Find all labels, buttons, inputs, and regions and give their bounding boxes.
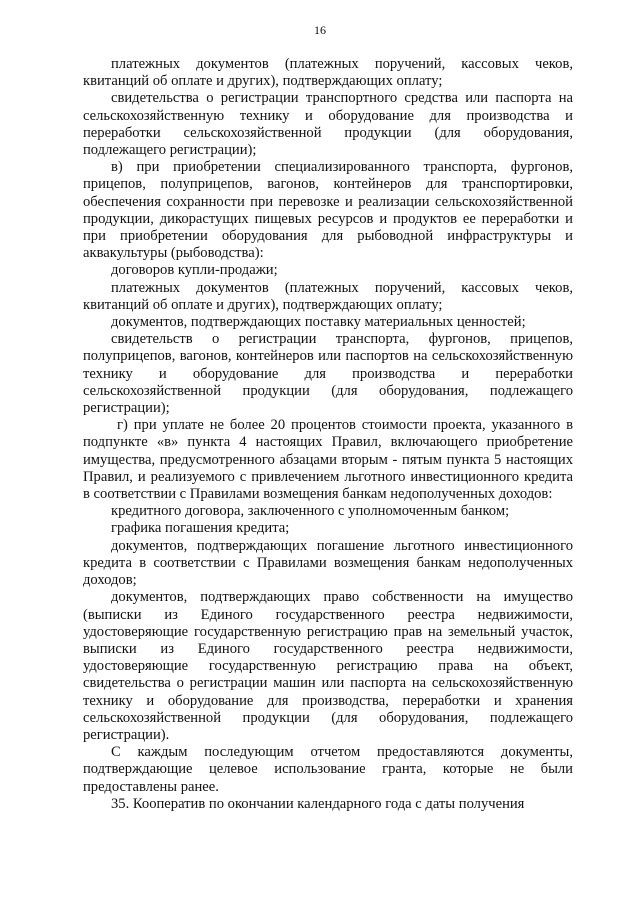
paragraph-transport-certificates: свидетельств о регистрации транспорта, фургонов, прицепов, полуприцепов, вагонов, контейнеров или паспортов на сельскохозяйственную технику и оборудование для производства и переработки сельскохозяйственной продукции (для оборудования, подлежащего регистрации); bbox=[83, 331, 573, 417]
paragraph-repayment-schedule: графика погашения кредита; bbox=[111, 520, 290, 537]
paragraph-credit-repayment-documents: документов, подтверждающих погашение льготного инвестиционного кредита в соответствии с Правилами возмещения банкам недополученных доходов; bbox=[83, 537, 573, 589]
paragraph-ownership-documents: документов, подтверждающих право собственности на имущество (выписки из Единого государственного реестра недвижимости, удостоверяющие государственную регистрацию прав на земельный участок, выписки из Единого государственного реестра недвижимости, удостоверяющие государственную регистрацию права на объект, свидетельства о регистрации машин или паспорта на сельскохозяйственную технику и оборудование для производства, переработки и хранения сельскохозяйственной продукции (для оборудования, подлежащего регистрации). bbox=[83, 589, 573, 743]
paragraph-sale-contracts: договоров купли-продажи; bbox=[111, 262, 278, 279]
page-number: 16 bbox=[314, 23, 326, 37]
paragraph-item-g: г) при уплате не более 20 процентов стоимости проекта, указанного в подпункте «в» пункта 4 настоящих Правил, включающего приобретение имущества, предусмотренного абзацами вторым - пятым пункта 5 настоящих Правил, и реализуемого с привлечением льготного инвестиционного кредита в соответствии с Правилами возмещения банкам недополученных доходов: bbox=[83, 417, 573, 503]
paragraph-item-35: 35. Кооператив по окончании календарного года с даты получения bbox=[111, 795, 525, 812]
paragraph-subsequent-reports: С каждым последующим отчетом предоставляются документы, подтверждающие целевое использование гранта, которые не были предоставлены ранее. bbox=[83, 744, 573, 795]
paragraph-credit-agreement: кредитного договора, заключенного с уполномоченным банком; bbox=[111, 503, 510, 520]
paragraph-payment-documents-2: платежных документов (платежных поручений, кассовых чеков, квитанций об оплате и других), подтверждающих оплату; bbox=[83, 279, 573, 313]
paragraph-payment-documents: платежных документов (платежных поручений, кассовых чеков, квитанций об оплате и других), подтверждающих оплату; bbox=[83, 56, 573, 90]
paragraph-item-v: в) при приобретении специализированного транспорта, фургонов, прицепов, полуприцепов, вагонов, контейнеров для транспортировки, обеспечения сохранности при перевозке и реализации сельскохозяйственной продукции, дикорастущих пищевых ресурсов и продуктов ее переработки и при приобретении оборудования для рыбоводной инфраструктуры и аквакультуры (рыбоводства): bbox=[83, 159, 573, 262]
document-body bbox=[83, 56, 573, 813]
paragraph-supply-documents: документов, подтверждающих поставку материальных ценностей; bbox=[111, 314, 526, 331]
paragraph-vehicle-registration: свидетельства о регистрации транспортного средства или паспорта на сельскохозяйственную технику и оборудование для производства и переработки сельскохозяйственной продукции (для оборудования, подлежащего регистрации); bbox=[83, 90, 573, 159]
